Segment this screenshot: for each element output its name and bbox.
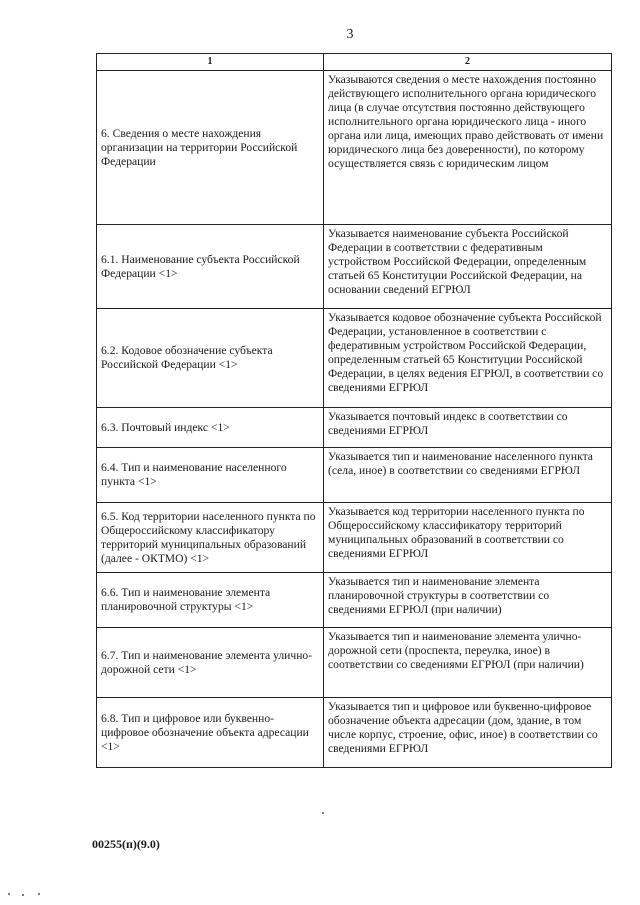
scan-artifact (322, 812, 324, 814)
table-row (97, 573, 612, 628)
column-header: 1 (97, 54, 324, 71)
table-row (97, 698, 612, 768)
scan-artifact (38, 893, 40, 895)
field-description-cell: Указывается тип и наименование элемента планировочной структуры в соответствии со сведениями ЕГРЮЛ (при наличии) (324, 573, 612, 628)
field-description-cell: Указываются сведения о месте нахождения постоянно действующего исполнительного органа юридического лица (в случае отсутствия постоянно действующего исполнительного органа юридического лица - иного органа или лица, имеющих право действовать от имени юридического лица без доверенности), по которому осуществляется связь с юридическим лицом (324, 71, 612, 225)
table-row (97, 448, 612, 503)
table-header-row (97, 54, 612, 71)
field-name-cell: 6.1. Наименование субъекта Российской Федерации <1> (97, 225, 324, 309)
field-name-cell: 6.6. Тип и наименование элемента планировочной структуры <1> (97, 573, 324, 628)
field-name-cell: 6.7. Тип и наименование элемента улично-дорожной сети <1> (97, 628, 324, 698)
table-row (97, 503, 612, 573)
field-description-cell: Указывается почтовый индекс в соответствии со сведениями ЕГРЮЛ (324, 408, 612, 448)
field-description-cell: Указывается наименование субъекта Российской Федерации в соответствии с федеративным устройством Российской Федерации, определенным статьей 65 Конституции Российской Федерации, на основании сведений ЕГРЮЛ (324, 225, 612, 309)
column-header: 2 (324, 54, 612, 71)
table-row (97, 225, 612, 309)
field-description-cell: Указывается код территории населенного пункта по Общероссийскому классификатору территорий муниципальных образований в соответствии со сведениями ЕГРЮЛ (324, 503, 612, 573)
field-description-cell: Указывается тип и цифровое или буквенно-цифровое обозначение объекта адресации (дом, здание, в том числе корпус, строение, офис, иное) в соответствии со сведениями ЕГРЮЛ (324, 698, 612, 768)
field-description-cell: Указывается тип и наименование элемента улично-дорожной сети (проспекта, переулка, иное) в соответствии со сведениями ЕГРЮЛ (при наличии) (324, 628, 612, 698)
field-name-cell: 6. Сведения о месте нахождения организации на территории Российской Федерации (97, 71, 324, 225)
field-name-cell: 6.4. Тип и наименование населенного пункта <1> (97, 448, 324, 503)
field-name-cell: 6.8. Тип и цифровое или буквенно-цифровое обозначение объекта адресации <1> (97, 698, 324, 768)
field-name-cell: 6.2. Кодовое обозначение субъекта Российской Федерации <1> (97, 309, 324, 408)
table-row (97, 309, 612, 408)
field-description-cell: Указывается кодовое обозначение субъекта Российской Федерации, установленное в соответствии с федеративным устройством Российской Федерации, определенным статьей 65 Конституции Российской Федерации, в целях ведения ЕГРЮЛ, в соответствии со сведениями ЕГРЮЛ (324, 309, 612, 408)
requirements-table (96, 53, 612, 768)
table-row (97, 628, 612, 698)
table-row (97, 408, 612, 448)
page-number: 3 (346, 27, 354, 42)
scan-artifact (8, 893, 10, 895)
field-description-cell: Указывается тип и наименование населенного пункта (села, иное) в соответствии со сведениями ЕГРЮЛ (324, 448, 612, 503)
table-row (97, 71, 612, 225)
field-name-cell: 6.5. Код территории населенного пункта по Общероссийскому классификатору территорий муниципальных образований (далее - ОКТМО) <1> (97, 503, 324, 573)
scan-artifact (22, 894, 24, 896)
field-name-cell: 6.3. Почтовый индекс <1> (97, 408, 324, 448)
document-form-code: 00255(п)(9.0) (92, 837, 160, 851)
